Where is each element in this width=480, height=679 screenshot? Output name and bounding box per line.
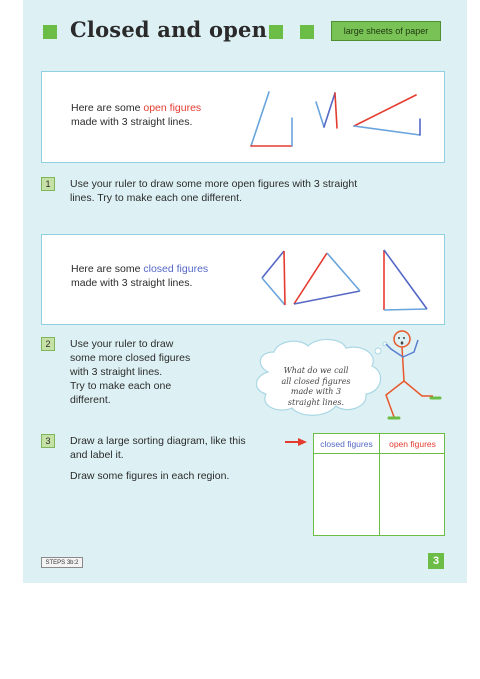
closed-text-suffix: made with 3 straight lines. (71, 277, 193, 289)
closed-figures-column (314, 434, 380, 535)
open-figures-column (380, 434, 445, 535)
speech-line: all closed figures (281, 376, 351, 386)
task-3-line: and label it. (70, 449, 124, 461)
task-2-line: some more closed figures (70, 352, 191, 364)
task-number-badge: 1 (41, 177, 55, 191)
open-figures-heading: open figures (380, 434, 445, 454)
task-3-line: Draw some figures in each region. (70, 470, 230, 482)
sorting-diagram (313, 433, 445, 536)
open-text-suffix: made with 3 straight lines. (71, 116, 193, 128)
task-2-line: with 3 straight lines. (70, 366, 163, 378)
materials-label: large sheets of paper (331, 21, 441, 41)
closed-text-prefix: Here are some (71, 263, 141, 275)
open-text-prefix: Here are some (71, 102, 141, 114)
speech-line: made with 3 (290, 387, 342, 396)
open-figures-highlight: open figures (143, 102, 202, 114)
task-3-line: Draw a large sorting diagram, like this (70, 435, 246, 447)
task-number-badge: 2 (41, 337, 55, 351)
speech-line: straight lines. (287, 397, 345, 407)
task-2-line: Try to make each one (70, 380, 172, 392)
closed-figures-highlight: closed figures (143, 263, 209, 275)
task-number-badge: 3 (41, 434, 55, 448)
speech-line: What do we call (283, 366, 349, 375)
page-title: Closed and open (70, 17, 268, 42)
steps-code-label: STEPS 3b:2 (41, 557, 83, 568)
closed-figures-heading: closed figures (314, 434, 379, 454)
page-number: 3 (428, 553, 444, 569)
task-2-line: Use your ruler to draw (70, 338, 174, 350)
task-2-line: different. (70, 394, 111, 406)
task-1-text: Use your ruler to draw some more open figures with 3 straight lines. Try to make each one different. (70, 178, 358, 204)
